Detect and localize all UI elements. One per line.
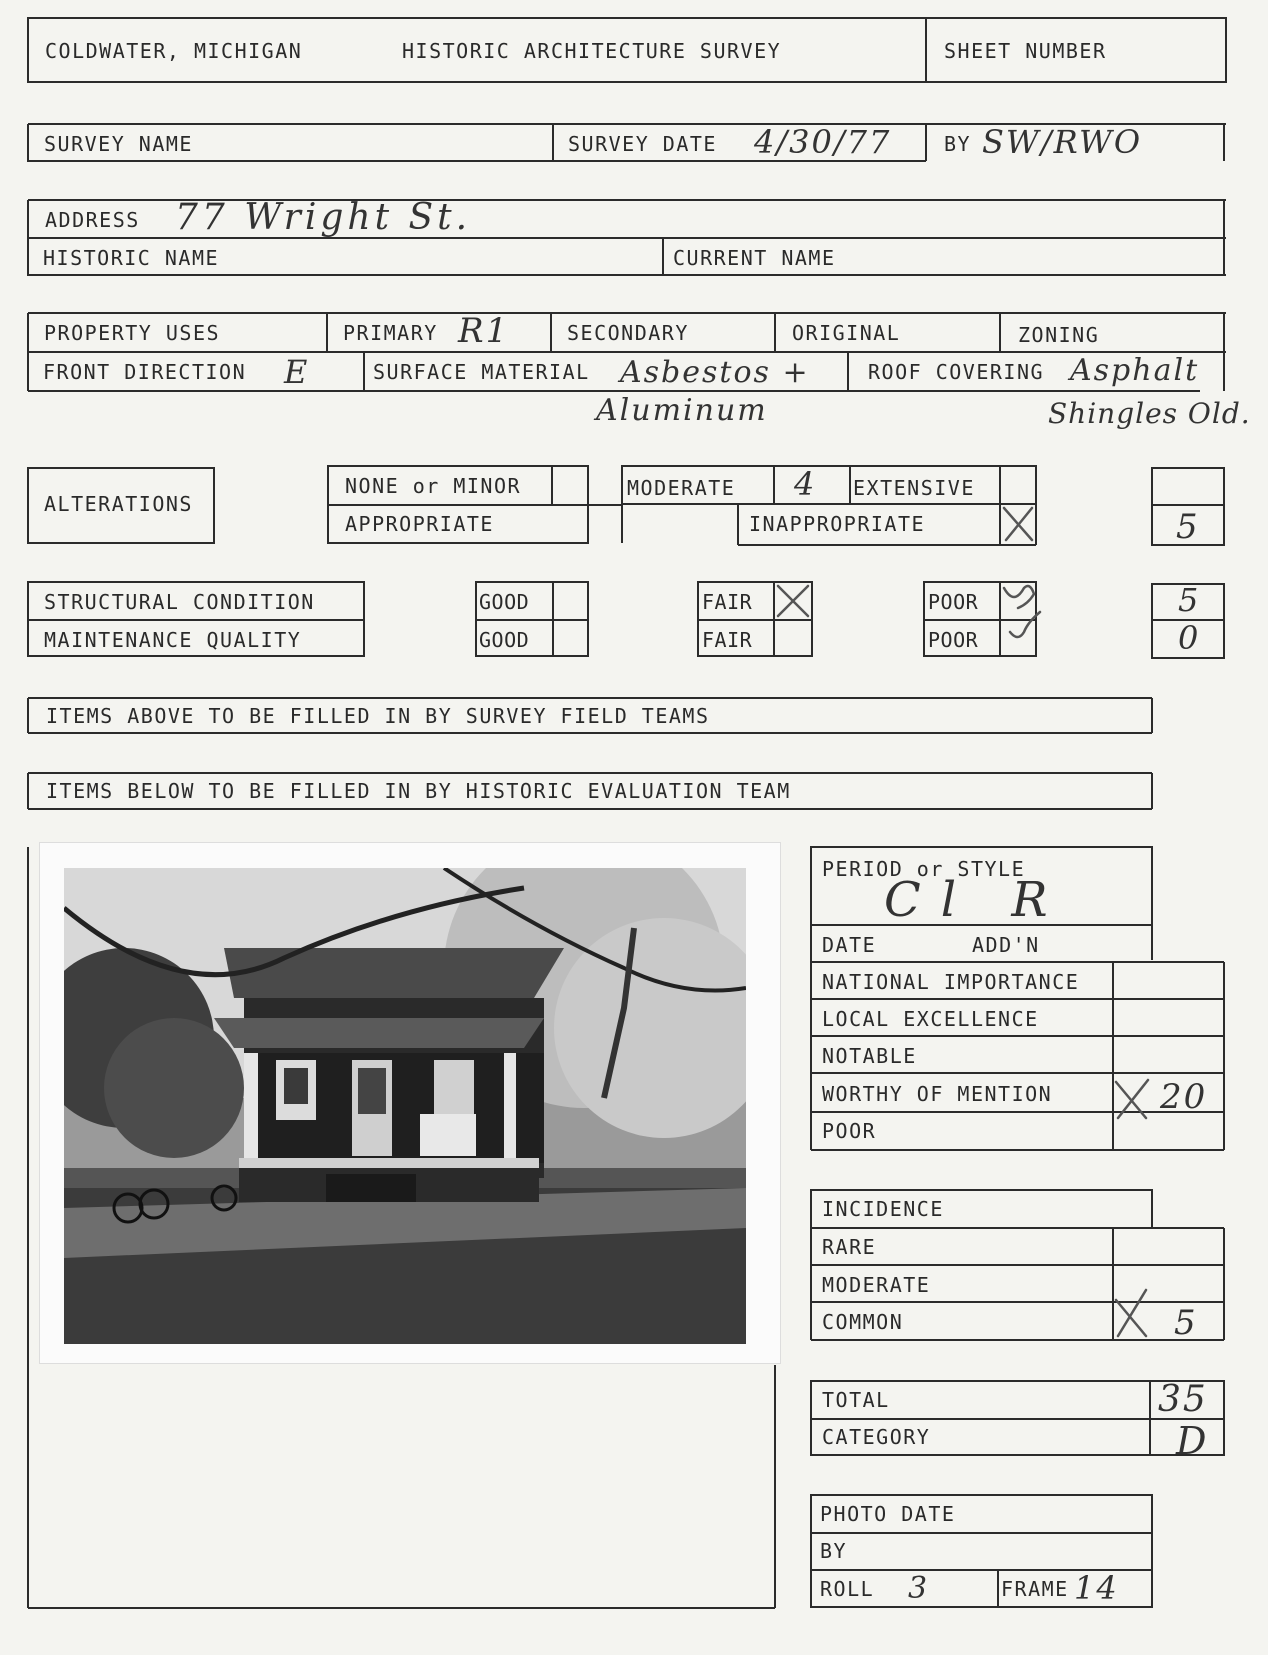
roll-label: ROLL [820,1577,875,1601]
period-style-value: Cl R [884,872,1068,928]
photo-date-label: PHOTO DATE [820,1502,956,1526]
house-photo-image [64,868,746,1344]
moderate-incidence-label: MODERATE [822,1273,931,1297]
common-label: COMMON [822,1310,904,1334]
survey-name-label: SURVEY NAME [44,132,193,156]
front-direction-value: E [284,353,310,391]
maintenance-score: 0 [1178,619,1201,657]
surface-material-value-2: Aluminum [596,393,768,428]
front-direction-label: FRONT DIRECTION [43,360,247,384]
current-name-label: CURRENT NAME [673,246,836,270]
survey-date-value: 4/30/77 [754,123,892,161]
category-value: D [1176,1419,1209,1463]
worthy-of-mention-score: 20 [1160,1077,1208,1117]
field-team-note: ITEMS ABOVE TO BE FILLED IN BY SURVEY FIELD TEAMS [46,704,710,728]
alterations-label: ALTERATIONS [44,492,193,516]
worthy-of-mention-label: WORTHY OF MENTION [822,1082,1053,1106]
roof-covering-value-1: Asphalt [1070,353,1200,388]
structural-score: 5 [1178,581,1201,619]
incidence-label: INCIDENCE [822,1197,944,1221]
extensive-label: EXTENSIVE [853,476,975,500]
maintenance-poor-label: POOR [928,628,979,652]
evaluation-team-note: ITEMS BELOW TO BE FILLED IN BY HISTORIC EVALUATION TEAM [46,779,791,803]
notable-label: NOTABLE [822,1044,917,1068]
zoning-label: ZONING [1018,323,1100,347]
rare-label: RARE [822,1235,877,1259]
national-importance-label: NATIONAL IMPORTANCE [822,970,1080,994]
category-label: CATEGORY [822,1425,931,1449]
survey-date-label: SURVEY DATE [568,132,717,156]
local-excellence-label: LOCAL EXCELLENCE [822,1007,1039,1031]
maintenance-good-label: GOOD [479,628,530,652]
total-value: 35 [1158,1379,1208,1420]
total-label: TOTAL [822,1388,890,1412]
original-label: ORIGINAL [792,321,901,345]
structural-condition-label: STRUCTURAL CONDITION [44,590,315,614]
common-score: 5 [1174,1303,1198,1343]
addn-label: ADD'N [972,933,1040,957]
evaluation-poor-label: POOR [822,1119,877,1143]
roll-value: 3 [908,1571,930,1606]
date-label: DATE [822,933,877,957]
address-label: ADDRESS [45,208,140,232]
form-location: COLDWATER, MICHIGAN [45,39,303,63]
survey-by-label: BY [944,132,972,156]
frame-label: FRAME [1001,1577,1069,1601]
inappropriate-label: INAPPROPRIATE [749,512,926,536]
structural-fair-label: FAIR [702,590,753,614]
structural-poor-label: POOR [928,590,979,614]
maintenance-fair-label: FAIR [702,628,753,652]
photo-by-label: BY [820,1539,848,1563]
appropriate-label: APPROPRIATE [345,512,494,536]
historic-name-label: HISTORIC NAME [43,246,220,270]
frame-value: 14 [1074,1569,1119,1607]
roof-covering-label: ROOF COVERING [868,360,1045,384]
period-style-label: PERIOD or STYLE [822,857,1026,881]
surface-material-value-1: Asbestos + [620,355,810,390]
sheet-number-label: SHEET NUMBER [944,39,1107,63]
moderate-alteration-label: MODERATE [627,476,736,500]
none-minor-label: NONE or MINOR [345,474,522,498]
moderate-alteration-mark: 4 [794,465,817,503]
survey-by-value: SW/RWO [982,123,1143,161]
primary-label: PRIMARY [343,321,438,345]
primary-value: R1 [458,311,510,351]
roof-covering-value-2: Shingles Old. [1048,397,1251,430]
surface-material-label: SURFACE MATERIAL [373,360,590,384]
structural-good-label: GOOD [479,590,530,614]
house-photo [64,868,746,1344]
secondary-label: SECONDARY [567,321,689,345]
property-uses-label: PROPERTY USES [44,321,221,345]
form-title: HISTORIC ARCHITECTURE SURVEY [402,39,782,63]
alterations-score: 5 [1176,507,1200,547]
maintenance-quality-label: MAINTENANCE QUALITY [44,628,302,652]
address-value: 77 Wright St. [175,197,472,238]
